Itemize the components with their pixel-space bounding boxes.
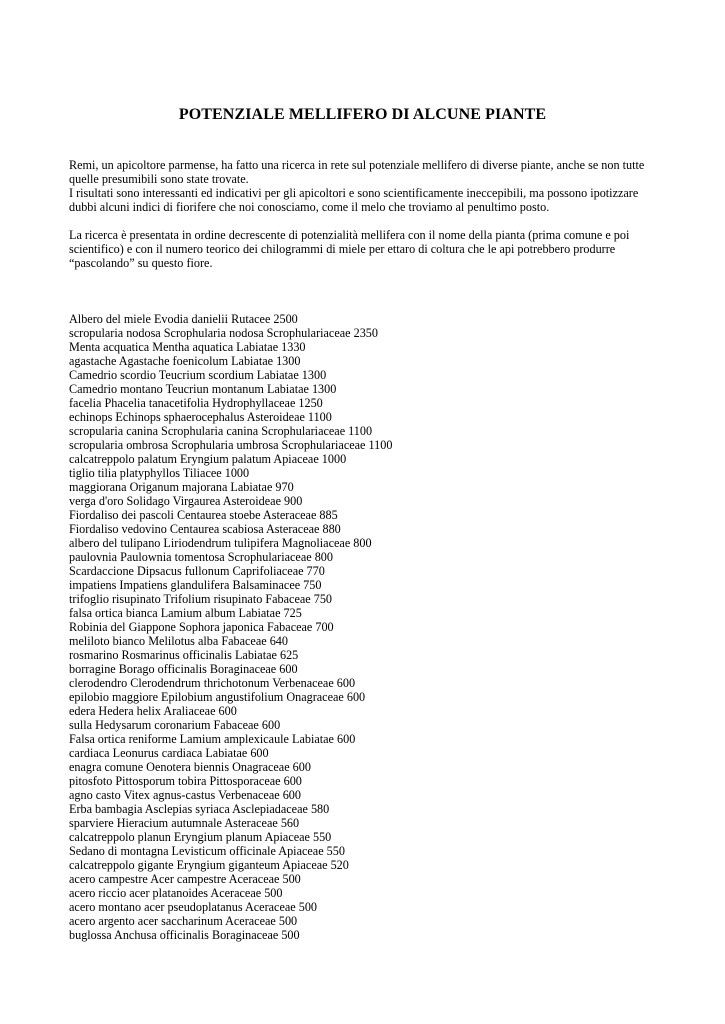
- plant-list-item: Albero del miele Evodia danielii Rutacee 2500: [69, 312, 298, 326]
- intro-line: dubbi alcuni indici di fiorifere che noi conosciamo, come il melo che troviamo al penultimo posto.: [69, 200, 550, 214]
- plant-list-item: calcatreppolo gigante Eryngium giganteum Apiaceae 520: [69, 858, 349, 872]
- plant-list-item: facelia Phacelia tanacetifolia Hydrophyllaceae 1250: [69, 396, 323, 410]
- plant-list-item: Sedano di montagna Levisticum officinale Apiaceae 550: [69, 844, 345, 858]
- plant-list-item: rosmarino Rosmarinus officinalis Labiatae 625: [69, 648, 299, 662]
- plant-list-item: buglossa Anchusa officinalis Boraginaceae 500: [69, 928, 300, 942]
- plant-list-item: Scardaccione Dipsacus fullonum Caprifoliaceae 770: [69, 564, 325, 578]
- plant-list-item: agastache Agastache foenicolum Labiatae 1300: [69, 354, 301, 368]
- plant-list-item: Erba bambagia Asclepias syriaca Asclepiadaceae 580: [69, 802, 330, 816]
- plant-list-item: borragine Borago officinalis Boraginaceae 600: [69, 662, 298, 676]
- plant-list-item: albero del tulipano Liriodendrum tulipifera Magnoliaceae 800: [69, 536, 372, 550]
- paragraph-spacer: [69, 214, 659, 228]
- plant-list-item: clerodendro Clerodendrum thrichotonum Verbenaceae 600: [69, 676, 356, 690]
- intro-paragraph-2: [69, 228, 659, 270]
- plant-list-item: Menta acquatica Mentha aquatica Labiatae 1330: [69, 340, 306, 354]
- plant-list-item: cardiaca Leonurus cardiaca Labiatae 600: [69, 746, 269, 760]
- plant-list-item: impatiens Impatiens glandulifera Balsaminacee 750: [69, 578, 322, 592]
- plant-list-item: Robinia del Giappone Sophora japonica Fabaceae 700: [69, 620, 334, 634]
- plant-list-item: Fiordaliso dei pascoli Centaurea stoebe Asteraceae 885: [69, 508, 338, 522]
- document-title: POTENZIALE MELLIFERO DI ALCUNE PIANTE: [178, 106, 547, 123]
- intro-line: I risultati sono interessanti ed indicativi per gli apicoltori e sono scientificamente ineccepibili, ma possono ipotizzare: [69, 186, 639, 200]
- plant-list-item: acero riccio acer platanoides Aceraceae 500: [69, 886, 283, 900]
- plant-list-item: tiglio tilia platyphyllos Tiliacee 1000: [69, 466, 250, 480]
- plant-list-item: agno casto Vitex agnus-castus Verbenaceae 600: [69, 788, 301, 802]
- plant-list-item: Fiordaliso vedovino Centaurea scabiosa Asteraceae 880: [69, 522, 341, 536]
- plant-list-item: sulla Hedysarum coronarium Fabaceae 600: [69, 718, 281, 732]
- plant-list-item: trifoglio risupinato Trifolium risupinato Fabaceae 750: [69, 592, 333, 606]
- plant-list-item: edera Hedera helix Araliaceae 600: [69, 704, 237, 718]
- intro-line: scientifico) e con il numero teorico dei chilogrammi di miele per ettaro di coltura che le api potrebbero produrre: [69, 242, 616, 256]
- plant-list-item: calcatreppolo palatum Eryngium palatum Apiaceae 1000: [69, 452, 347, 466]
- plant-list-item: scropularia ombrosa Scrophularia umbrosa Scrophulariaceae 1100: [69, 438, 393, 452]
- plant-list-item: falsa ortica bianca Lamium album Labiatae 725: [69, 606, 302, 620]
- plant-list: [69, 312, 669, 942]
- plant-list-item: maggiorana Origanum majorana Labiatae 970: [69, 480, 294, 494]
- plant-list-item: echinops Echinops sphaerocephalus Asteroideae 1100: [69, 410, 332, 424]
- intro-line: Remi, un apicoltore parmense, ha fatto una ricerca in rete sul potenziale mellifero di diverse piante, anche se non tutte: [69, 158, 645, 172]
- plant-list-item: calcatreppolo planun Eryngium planum Apiaceae 550: [69, 830, 332, 844]
- intro-section: [69, 158, 659, 270]
- plant-list-item: meliloto bianco Melilotus alba Fabaceae 640: [69, 634, 288, 648]
- plant-list-item: scropularia nodosa Scrophularia nodosa Scrophulariaceae 2350: [69, 326, 378, 340]
- intro-line: La ricerca è presentata in ordine decrescente di potenzialità mellifera con il nome della pianta (prima comune e poi: [69, 228, 630, 242]
- plant-list-item: Falsa ortica reniforme Lamium amplexicaule Labiatae 600: [69, 732, 356, 746]
- intro-line: “pascolando” su questo fiore.: [69, 256, 213, 270]
- plant-list-item: verga d'oro Solidago Virgaurea Asteroideae 900: [69, 494, 303, 508]
- intro-line: quelle presumibili sono state trovate.: [69, 172, 249, 186]
- plant-list-item: acero campestre Acer campestre Aceraceae 500: [69, 872, 301, 886]
- plant-list-item: acero montano acer pseudoplatanus Aceraceae 500: [69, 900, 318, 914]
- plant-list-item: pitosfoto Pittosporum tobira Pittosporaceae 600: [69, 774, 302, 788]
- plant-list-item: sparviere Hieracium autumnale Asteraceae 560: [69, 816, 300, 830]
- plant-list-item: enagra comune Oenotera biennis Onagraceae 600: [69, 760, 311, 774]
- plant-list-item: epilobio maggiore Epilobium angustifolium Onagraceae 600: [69, 690, 366, 704]
- plant-list-item: paulovnia Paulownia tomentosa Scrophulariaceae 800: [69, 550, 333, 564]
- plant-list-item: scropularia canina Scrophularia canina Scrophulariaceae 1100: [69, 424, 373, 438]
- plant-list-item: acero argento acer saccharinum Aceraceae 500: [69, 914, 298, 928]
- intro-paragraph-1: [69, 158, 659, 214]
- plant-list-item: Camedrio montano Teucriun montanum Labiatae 1300: [69, 382, 337, 396]
- plant-list-item: Camedrio scordio Teucrium scordium Labiatae 1300: [69, 368, 327, 382]
